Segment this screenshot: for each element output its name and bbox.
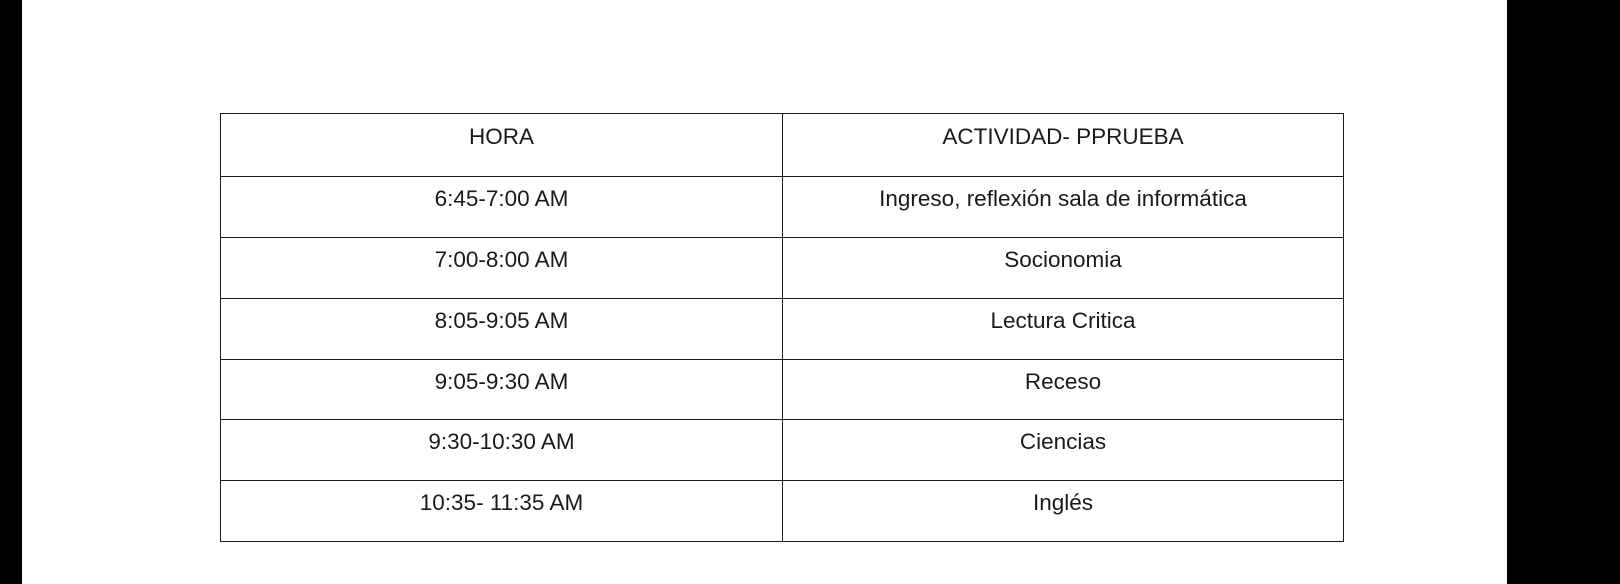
cell-actividad: Inglés [783, 481, 1344, 542]
left-letterbox-bar [0, 0, 22, 584]
cell-actividad: Ingreso, reflexión sala de informática [783, 176, 1344, 237]
table-row [221, 481, 1344, 542]
cell-hora: 10:35- 11:35 AM [221, 481, 783, 542]
cell-hora: 9:30-10:30 AM [221, 420, 783, 481]
cell-hora: 8:05-9:05 AM [221, 298, 783, 359]
table-row [221, 298, 1344, 359]
cell-actividad: Ciencias [783, 420, 1344, 481]
column-header-actividad: ACTIVIDAD- PPRUEBA [783, 114, 1344, 177]
cell-actividad: Socionomia [783, 237, 1344, 298]
cell-actividad: Receso [783, 359, 1344, 420]
column-header-hora: HORA [221, 114, 783, 177]
table-row [221, 359, 1344, 420]
cell-hora: 9:05-9:30 AM [221, 359, 783, 420]
right-letterbox-bar [1507, 0, 1620, 584]
document-page [22, 0, 1507, 584]
table-row [221, 420, 1344, 481]
schedule-table [220, 113, 1344, 542]
cell-actividad: Lectura Critica [783, 298, 1344, 359]
cell-hora: 7:00-8:00 AM [221, 237, 783, 298]
table-row [221, 176, 1344, 237]
table-header-row [221, 114, 1344, 177]
cell-hora: 6:45-7:00 AM [221, 176, 783, 237]
table-row [221, 237, 1344, 298]
